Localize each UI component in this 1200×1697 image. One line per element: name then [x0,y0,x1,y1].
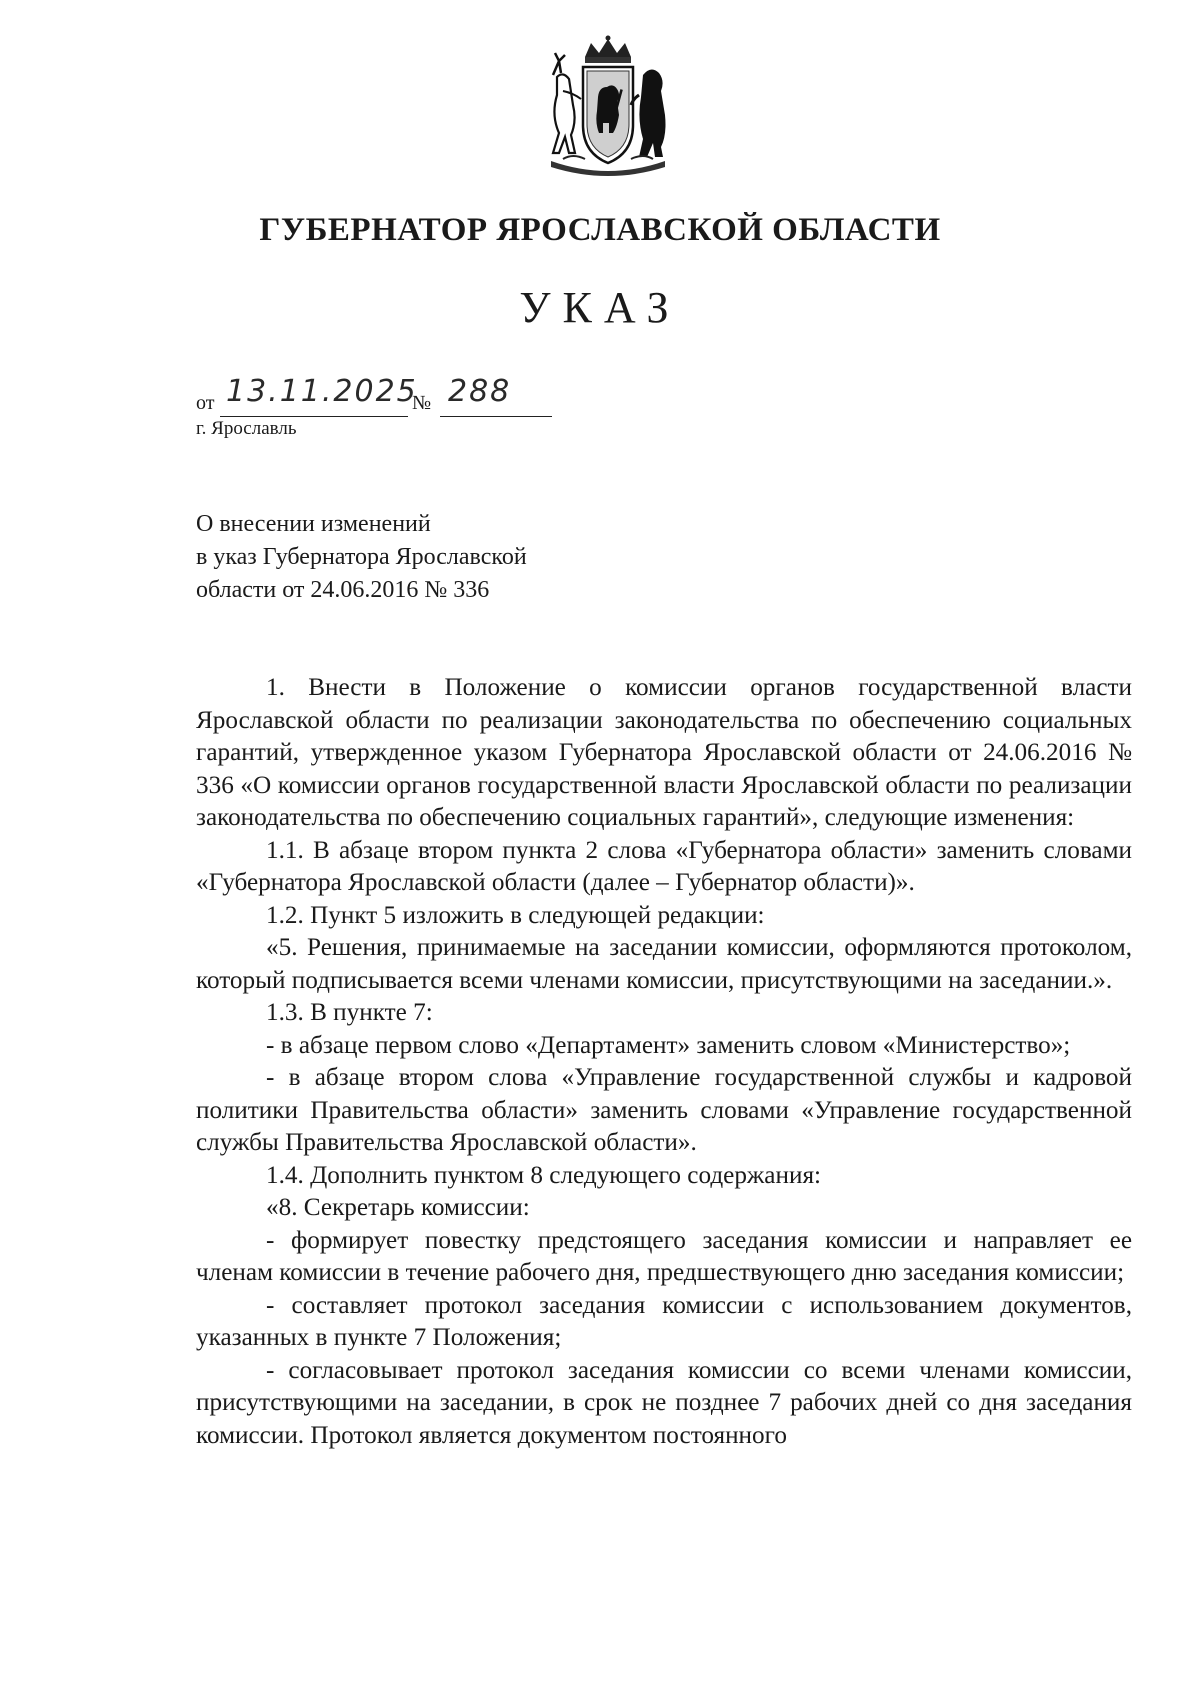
date-underline [220,416,408,417]
number-label: № [412,392,432,414]
decree-body [196,672,1132,1452]
date-number-line [196,374,596,414]
body-paragraph: - составляет протокол заседания комиссии с использованием документов, указанных в пункте 7 Положения; [196,1291,1132,1351]
authority-title: ГУБЕРНАТОР ЯРОСЛАВСКОЙ ОБЛАСТИ [259,212,941,248]
body-paragraph: - в абзаце втором слова «Управление государственной службы и кадровой политики Правительства области» заменить словами «Управление государственной службы Правительства Ярославской области». [196,1064,1132,1156]
body-paragraph: - в абзаце первом слово «Департамент» заменить словом «Министерство»; [266,1031,1071,1059]
body-paragraph: «8. Секретарь комиссии: [266,1194,530,1221]
body-paragraph: 1.3. В пункте 7: [266,999,433,1026]
decree-subject [196,508,527,607]
document-type-title: УКАЗ [519,283,681,332]
handwritten-date: 13.11.2025 [226,374,418,409]
subject-line: в указ Губернатора Ярославской [196,544,527,570]
coat-of-arms-icon [533,35,683,185]
date-from-label: от [196,392,215,414]
handwritten-number: 288 [448,374,512,409]
body-paragraph: «5. Решения, принимаемые на заседании комиссии, оформляются протоколом, который подписывается всеми членами комиссии, присутствующими на заседании.». [196,934,1132,994]
body-paragraph: 1. Внести в Положение о комиссии органов государственной власти Ярославской области по реализации законодательства по обеспечению социальных гарантий, утвержденное указом Губернатора Ярославской области от 24.06.2016 № 336 «О комиссии органов государственной власти Ярославской области по реализации законодательства по обеспечению социальных гарантий», следующие изменения: [196,674,1132,831]
subject-line: О внесении изменений [196,511,431,537]
body-paragraph: 1.4. Дополнить пунктом 8 следующего содержания: [266,1161,822,1189]
number-underline [440,416,552,417]
body-paragraph: - согласовывает протокол заседания комиссии со всеми членами комиссии, присутствующими на заседании, в срок не позднее 7 рабочих дней со дня заседания комиссии. Протокол является документом постоянного [196,1356,1132,1449]
body-paragraph: 1.1. В абзаце втором пункта 2 слова «Губернатора области» заменить словами «Губернатора Ярославской области (далее – Губернатор области)». [196,836,1132,896]
body-paragraph: 1.2. Пункт 5 изложить в следующей редакции: [266,901,765,929]
issue-city: г. Ярославль [196,418,297,439]
body-paragraph: - формирует повестку предстоящего заседания комиссии и направляет ее членам комиссии в течение рабочего дня, предшествующего дню заседания комиссии; [196,1226,1132,1286]
subject-line: области от 24.06.2016 № 336 [196,577,490,603]
